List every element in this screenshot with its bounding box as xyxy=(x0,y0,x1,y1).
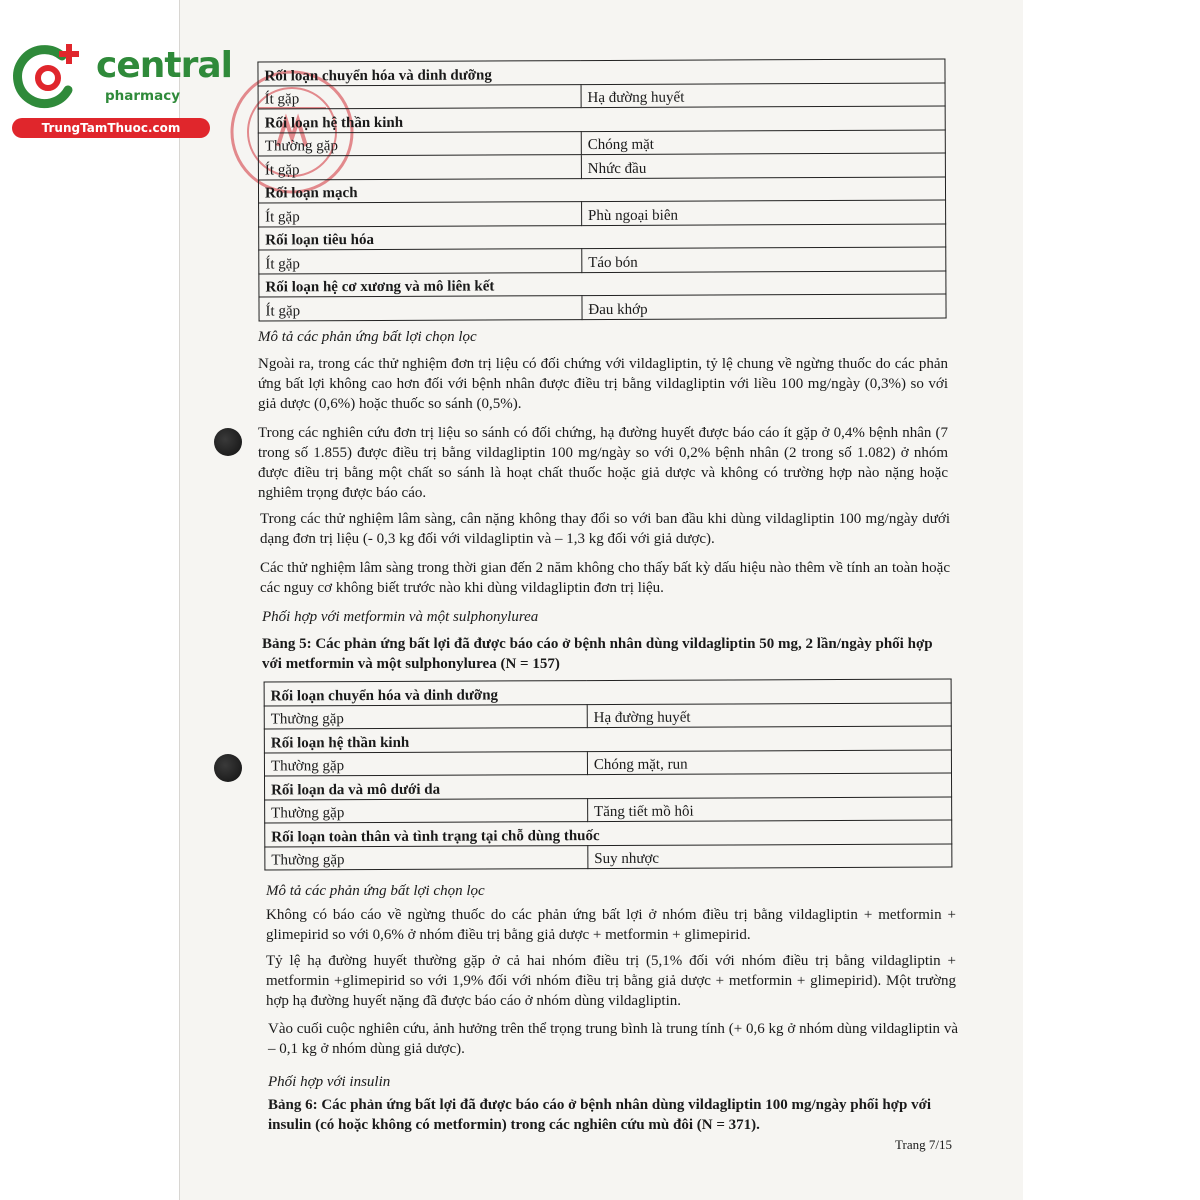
paragraph: Không có báo cáo về ngừng thuốc do các phản ứng bất lợi ở nhóm điều trị bằng vildagliptin + metformin + glimepirid so với 0,6% ở nhóm điều trị bằng giả dược + metformin + glimepirid. xyxy=(266,907,956,943)
table-category-row xyxy=(259,271,946,297)
reaction-cell: Nhức đầu xyxy=(581,153,945,178)
reaction-cell: Táo bón xyxy=(582,247,946,272)
table-row xyxy=(259,247,946,273)
reaction-cell: Chóng mặt xyxy=(581,130,945,155)
table-row xyxy=(258,83,945,109)
table-row xyxy=(259,294,946,320)
brand-url[interactable]: TrungTamThuoc.com xyxy=(12,118,210,138)
table-category-row xyxy=(258,177,945,203)
table-category-row xyxy=(258,106,945,132)
reaction-cell: Suy nhược xyxy=(588,844,952,869)
paragraph: Trong các thử nghiệm lâm sàng, cân nặng không thay đổi so với ban đầu khi dùng vildagliptin 100 mg/ngày dưới dạng đơn trị liệu (- 0,3 kg đối với vildagliptin và – 1,3 kg đối với giả dược). xyxy=(260,511,950,547)
reaction-cell: Hạ đường huyết xyxy=(587,703,951,728)
reaction-cell: Hạ đường huyết xyxy=(581,83,945,108)
paragraph: Vào cuối cuộc nghiên cứu, ảnh hưởng trên thể trọng trung bình là trung tính (+ 0,6 kg ở nhóm dùng vildagliptin và – 0,1 kg ở nhóm dùng giả dược). xyxy=(268,1021,958,1057)
category-cell: Rối loạn chuyển hóa và dinh dưỡng xyxy=(264,679,951,705)
section-heading: Phối hợp với metformin và một sulphonylurea xyxy=(262,609,539,625)
category-cell: Rối loạn mạch xyxy=(258,177,945,203)
table-category-row xyxy=(259,224,946,250)
table-category-row xyxy=(265,773,952,799)
section-heading: Mô tả các phản ứng bất lợi chọn lọc xyxy=(258,329,477,345)
punch-hole xyxy=(214,754,242,782)
paragraph: Các thử nghiệm lâm sàng trong thời gian đến 2 năm không cho thấy bất kỳ dấu hiệu nào thêm về tính an toàn hoặc các nguy cơ không biết trước nào khi dùng vildagliptin đơn trị liệu. xyxy=(260,560,950,596)
paragraph: Ngoài ra, trong các thử nghiệm đơn trị liệu có đối chứng với vildagliptin, tỷ lệ chung về ngừng thuốc do các phản ứng bất lợi không cao hơn đối với bệnh nhân được điều trị bằng vildagliptin với liều 100 mg/ngày (0,3%) so với giả dược (0,6%) hoặc thuốc so sánh (0,5%). xyxy=(258,356,948,412)
frequency-cell: Ít gặp xyxy=(259,249,582,274)
central-pharmacy-icon xyxy=(10,38,88,116)
table-row xyxy=(265,797,952,823)
adverse-reactions-table-5 xyxy=(264,678,953,870)
right-margin xyxy=(1023,0,1200,1200)
reaction-cell: Phù ngoại biên xyxy=(581,200,945,225)
category-cell: Rối loạn hệ thần kinh xyxy=(258,106,945,132)
table-category-row xyxy=(264,726,951,752)
frequency-cell: Ít gặp xyxy=(258,155,581,180)
category-cell: Rối loạn da và mô dưới da xyxy=(265,773,952,799)
reaction-cell: Tăng tiết mồ hôi xyxy=(587,797,951,822)
category-cell: Rối loạn chuyển hóa và dinh dưỡng xyxy=(258,59,945,85)
category-cell: Rối loạn hệ thần kinh xyxy=(264,726,951,752)
table-row xyxy=(258,130,945,156)
table-row xyxy=(265,844,952,870)
table-6-caption: Bảng 6: Các phản ứng bất lợi đã được báo cáo ở bệnh nhân dùng vildagliptin 100 mg/ngày phối hợp với insulin (có hoặc không có metformin) trong các nghiên cứu mù đôi (N = 371). xyxy=(268,1097,932,1133)
table-row xyxy=(264,750,951,776)
table-category-row xyxy=(264,679,951,705)
reaction-cell: Chóng mặt, run xyxy=(587,750,951,775)
frequency-cell: Ít gặp xyxy=(259,296,582,321)
table-5-caption: Bảng 5: Các phản ứng bất lợi đã được báo cáo ở bệnh nhân dùng vildagliptin 50 mg, 2 lần/ngày phối hợp với metformin và một sulphonylurea (N = 157) xyxy=(262,636,933,672)
table-row xyxy=(264,703,951,729)
category-cell: Rối loạn tiêu hóa xyxy=(259,224,946,250)
table-category-row xyxy=(258,59,945,85)
left-margin xyxy=(0,0,180,1200)
table-row xyxy=(258,153,945,179)
paragraph: Trong các nghiên cứu đơn trị liệu so sánh có đối chứng, hạ đường huyết được báo cáo ít gặp ở 0,4% bệnh nhân (7 trong số 1.855) được điều trị bằng vildagliptin 100 mg/ngày so với 0,2% bệnh nhân (2 trong số 1.082) ở nhóm được điều trị bằng một chất so sánh là hoạt chất thuốc hoặc giả dược và không có trường hợp nào nặng hoặc nghiêm trọng được báo cáo. xyxy=(258,425,948,501)
brand-subtitle: pharmacy xyxy=(105,88,181,104)
paragraph: Tỷ lệ hạ đường huyết thường gặp ở cả hai nhóm điều trị (5,1% đối với nhóm điều trị bằng vildagliptin + metformin +glimepirid so với 1,9% đối với nhóm điều trị bằng giả dược + metformin + glimepirid). Một trường hợp hạ đường huyết nặng đã được báo cáo ở nhóm dùng vildagliptin. xyxy=(266,953,956,1009)
punch-hole xyxy=(214,428,242,456)
frequency-cell: Thường gặp xyxy=(264,751,587,776)
brand-name: central xyxy=(96,45,232,86)
adverse-reactions-table-4 xyxy=(257,59,946,321)
category-cell: Rối loạn hệ cơ xương và mô liên kết xyxy=(259,271,946,297)
frequency-cell: Ít gặp xyxy=(259,202,582,227)
frequency-cell: Thường gặp xyxy=(265,798,588,823)
reaction-cell: Đau khớp xyxy=(582,294,946,319)
table-row xyxy=(259,200,946,226)
frequency-cell: Thường gặp xyxy=(264,704,587,729)
brand-logo[interactable] xyxy=(10,38,232,138)
table-category-row xyxy=(265,820,952,846)
frequency-cell: Thường gặp xyxy=(258,131,581,156)
section-heading: Phối hợp với insulin xyxy=(268,1074,391,1090)
frequency-cell: Ít gặp xyxy=(258,84,581,109)
section-heading: Mô tả các phản ứng bất lợi chọn lọc xyxy=(266,883,485,899)
page-number: Trang 7/15 xyxy=(895,1137,952,1152)
category-cell: Rối loạn toàn thân và tình trạng tại chỗ dùng thuốc xyxy=(265,820,952,846)
frequency-cell: Thường gặp xyxy=(265,845,588,870)
